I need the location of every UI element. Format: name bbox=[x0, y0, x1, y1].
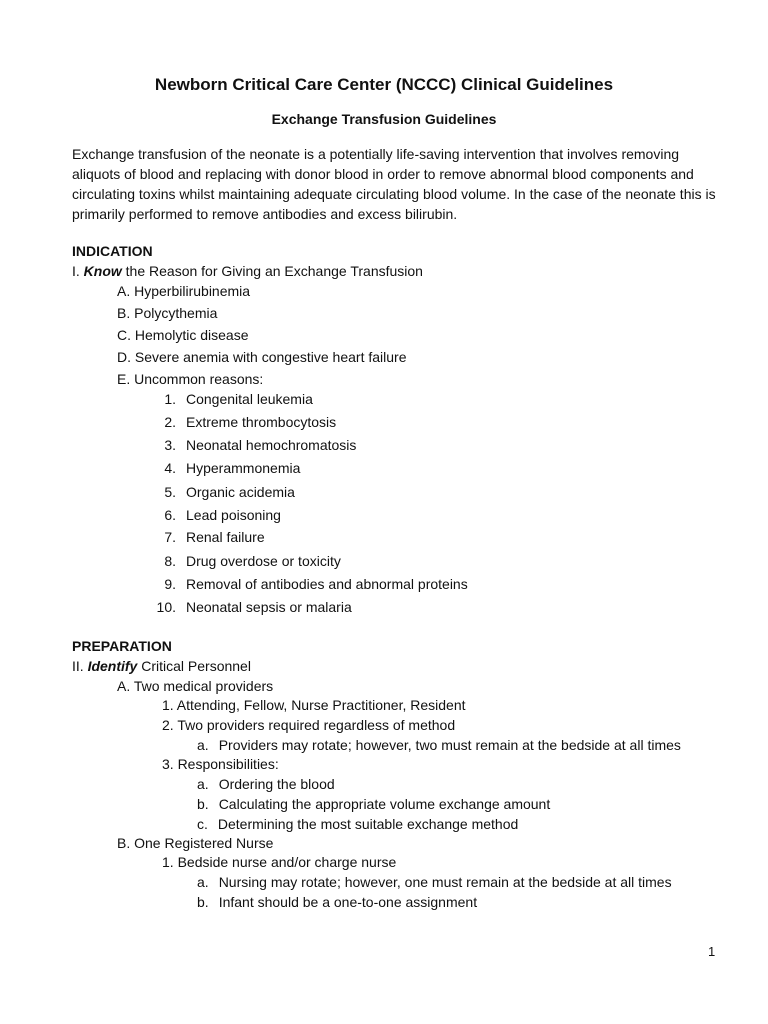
list-text: Neonatal hemochromatosis bbox=[186, 437, 357, 453]
list-item bbox=[150, 412, 336, 432]
list-number: 5. bbox=[164, 484, 176, 500]
indication-sub-a: A. Hyperbilirubinemia bbox=[117, 283, 251, 299]
list-number: 2. bbox=[164, 414, 176, 430]
list-item bbox=[150, 458, 300, 478]
list-letter: a. bbox=[197, 776, 209, 792]
preparation-sub-a: A. Two medical providers bbox=[117, 678, 274, 694]
preparation-a1: 1. Attending, Fellow, Nurse Practitioner, Resident bbox=[162, 697, 466, 713]
list-number: 1. bbox=[164, 391, 176, 407]
intro-line: aliquots of blood and replacing with donor blood in order to remove abnormal blood components and bbox=[72, 166, 694, 182]
list-item bbox=[197, 892, 477, 912]
item-prefix: I. bbox=[72, 263, 80, 279]
list-item bbox=[150, 435, 356, 455]
page-number: 1 bbox=[708, 944, 716, 959]
indication-sub-e: E. Uncommon reasons: bbox=[117, 371, 264, 387]
list-text: Providers may rotate; however, two must remain at the bedside at all times bbox=[218, 737, 681, 753]
list-letter: c. bbox=[197, 816, 208, 832]
list-item bbox=[197, 794, 550, 814]
list-item bbox=[150, 597, 352, 617]
preparation-heading: PREPARATION bbox=[72, 638, 172, 654]
list-text: Neonatal sepsis or malaria bbox=[186, 599, 352, 615]
list-text: Lead poisoning bbox=[186, 507, 281, 523]
list-number: 6. bbox=[164, 507, 176, 523]
list-text: Drug overdose or toxicity bbox=[186, 553, 341, 569]
preparation-b1: 1. Bedside nurse and/or charge nurse bbox=[162, 854, 397, 870]
indication-sub-b: B. Polycythemia bbox=[117, 305, 218, 321]
list-number: 3. bbox=[164, 437, 176, 453]
item-text: the Reason for Giving an Exchange Transfusion bbox=[121, 263, 423, 279]
list-letter: b. bbox=[197, 894, 209, 910]
list-text: Congenital leukemia bbox=[186, 391, 313, 407]
list-item bbox=[197, 872, 672, 892]
list-item bbox=[150, 389, 313, 409]
list-number: 8. bbox=[164, 553, 176, 569]
emphasis-text: Know bbox=[83, 263, 122, 279]
list-item bbox=[197, 774, 335, 794]
list-item bbox=[197, 735, 681, 755]
list-text: Ordering the blood bbox=[218, 776, 335, 792]
list-item bbox=[150, 574, 468, 594]
list-text: Extreme thrombocytosis bbox=[186, 414, 337, 430]
list-text: Organic acidemia bbox=[186, 484, 295, 500]
indication-item-1 bbox=[72, 261, 423, 281]
document-subtitle: Exchange Transfusion Guidelines bbox=[271, 111, 497, 127]
intro-paragraph bbox=[72, 144, 716, 224]
emphasis-text: Identify bbox=[87, 658, 138, 674]
preparation-a3: 3. Responsibilities: bbox=[162, 756, 279, 772]
list-letter: b. bbox=[197, 796, 209, 812]
preparation-sub-b: B. One Registered Nurse bbox=[117, 835, 274, 851]
list-text: Determining the most suitable exchange method bbox=[217, 816, 519, 832]
indication-heading: INDICATION bbox=[72, 243, 153, 259]
intro-line: primarily performed to remove antibodies and excess bilirubin. bbox=[72, 206, 458, 222]
list-item bbox=[150, 482, 295, 502]
list-item bbox=[150, 505, 281, 525]
list-letter: a. bbox=[197, 737, 209, 753]
list-text: Infant should be a one-to-one assignment bbox=[218, 894, 478, 910]
list-number: 10. bbox=[156, 599, 176, 615]
list-number: 7. bbox=[164, 529, 176, 545]
indication-sub-c: C. Hemolytic disease bbox=[117, 327, 249, 343]
list-number: 4. bbox=[164, 460, 176, 476]
list-item bbox=[197, 814, 518, 834]
list-number: 9. bbox=[164, 576, 176, 592]
document-title: Newborn Critical Care Center (NCCC) Clinical Guidelines bbox=[154, 75, 614, 94]
list-text: Calculating the appropriate volume exchange amount bbox=[218, 796, 551, 812]
list-item bbox=[150, 551, 341, 571]
list-letter: a. bbox=[197, 874, 209, 890]
list-text: Removal of antibodies and abnormal proteins bbox=[186, 576, 468, 592]
indication-sub-d: D. Severe anemia with congestive heart failure bbox=[117, 349, 407, 365]
item-text: Critical Personnel bbox=[137, 658, 251, 674]
preparation-item-2 bbox=[72, 656, 251, 676]
list-text: Nursing may rotate; however, one must remain at the bedside at all times bbox=[218, 874, 672, 890]
intro-line: circulating toxins whilst maintaining adequate circulating blood volume. In the case of the neonate this is bbox=[72, 186, 716, 202]
list-item bbox=[150, 527, 265, 547]
item-prefix: II. bbox=[72, 658, 84, 674]
list-text: Hyperammonemia bbox=[186, 460, 301, 476]
list-text: Renal failure bbox=[186, 529, 265, 545]
preparation-a2: 2. Two providers required regardless of method bbox=[162, 717, 456, 733]
intro-line: Exchange transfusion of the neonate is a potentially life-saving intervention that involves removing bbox=[72, 146, 680, 162]
